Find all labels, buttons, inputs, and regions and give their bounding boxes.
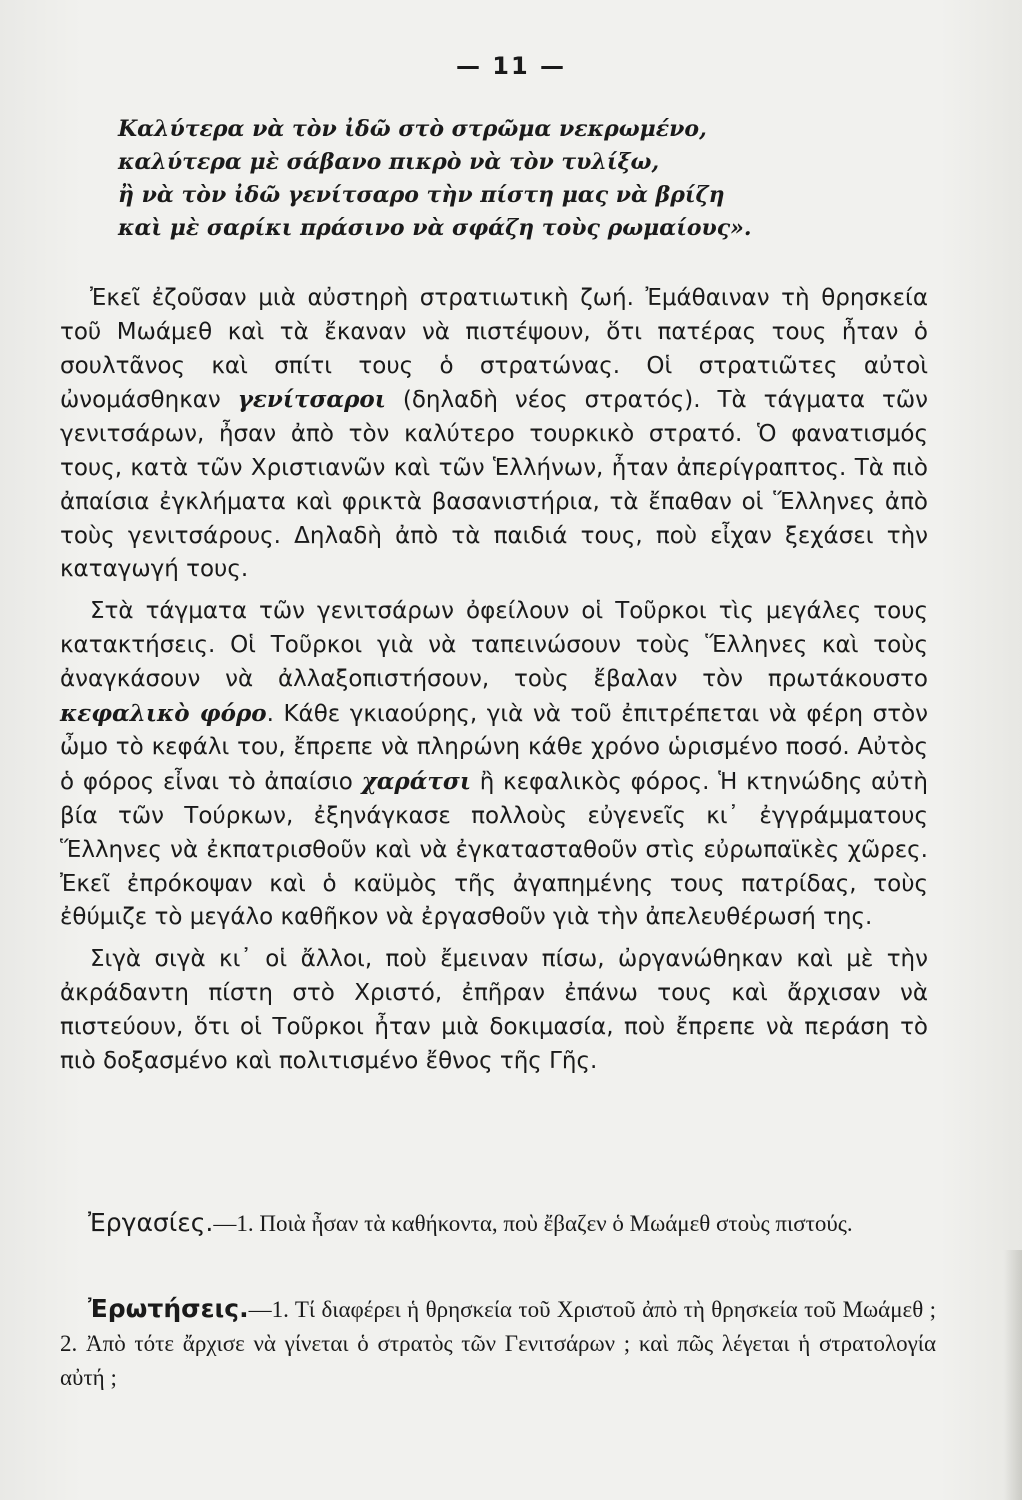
questions-heading: Ἐρωτήσεις.: [88, 1294, 249, 1323]
exercises-text: —1. Ποιὰ ἦσαν τὰ καθήκοντα, ποὺ ἔβαζεν ὁ Μωάμεθ στοὺς πιστούς.: [213, 1211, 853, 1236]
page-edge-shadow: [1004, 1250, 1022, 1500]
exercises-heading: Ἐργασίες.: [88, 1208, 214, 1237]
paragraph-janissary-life: [60, 282, 928, 587]
body-text: [60, 282, 928, 1086]
page-number: — 11 —: [455, 52, 567, 80]
poem-quote: [118, 113, 938, 245]
poem-line: καλύτερα μὲ σάβανο πικρὸ νὰ τὸν τυλίξω,: [118, 149, 660, 175]
poem-line: Καλύτερα νὰ τὸν ἰδῶ στὸ στρῶμα νεκρωμένο,: [118, 116, 707, 142]
paragraph-text: Ἐκεῖ ἐζοῦσαν μιὰ αὐστηρὴ στρατιωτικὴ ζωή. Ἐμάθαιναν τὴ θρησκεία τοῦ Μωάμεθ καὶ τὰ ἔκαναν νὰ πιστέψουν, ὅτι πατέρας τους ἦταν ὁ σουλτᾶνος καὶ σπίτι τους ὁ στρατώνας. Οἱ στρατιῶτες αὐτοὶ ὠνομάσθηκαν: [60, 285, 928, 414]
paragraph-text: Στὰ τάγματα τῶν γενιτσάρων ὀφείλουν οἱ Τοῦρκοι τὶς μεγάλες τους κατακτήσεις. Οἱ Τοῦρκοι γιὰ νὰ ταπεινώσουν τοὺς Ἕλληνες καὶ τοὺς ἀναγκάσουν νὰ ἀλλαξοπιστήσουν, τοὺς ἔβαλαν τὸν πρωτάκουστο: [60, 598, 928, 692]
questions-section: [60, 1292, 936, 1395]
paragraph-text: (δηλαδὴ νέος στρατός). Τὰ τάγματα τῶν γενιτσάρων, ἦσαν ἀπὸ τὸν καλύτερο τουρκικὸ στρατό. Ὁ φανατισμός τους, κατὰ τῶν Χριστιανῶν καὶ τῶν Ἑλλήνων, ἦταν ἀπερίγραπτος. Τὰ πιὸ ἀπαίσια ἐγκλήματα καὶ φρικτὰ βασανιστήρια, τὰ ἔπαθαν οἱ Ἕλληνες ἀπὸ τοὺς γενιτσάρους. Δηλαδὴ ἀπὸ τὰ παιδιά τους, ποὺ εἶχαν ξεχάσει τὴν καταγωγή τους.: [60, 387, 928, 583]
paragraph-faith: Σιγὰ σιγὰ κι᾽ οἱ ἄλλοι, ποὺ ἔμειναν πίσω, ὠργανώθηκαν καὶ μὲ τὴν ἀκράδαντη πίστη στὸ Χριστό, ἐπῆραν ἐπάνω τους καὶ ἄρχισαν νὰ πιστεύουν, ὅτι οἱ Τοῦρκοι ἦταν μιὰ δοκιμασία, ποὺ ἔπρεπε νὰ περάση τὸ πιὸ δοξασμένο καὶ πολιτισμένο ἔθνος τῆς Γῆς.: [60, 946, 928, 1074]
emphasis-term: γενίτσαροι: [237, 386, 386, 414]
paragraph-text: . Κάθε γκιαούρης, γιὰ νὰ τοῦ ἐπιτρέπεται νὰ φέρη στὸν ὦμο τὸ κεφάλι του, ἔπρεπε νὰ πληρώνη κάθε χρόνο ὡρισμένο ποσό. Αὐτὸς ὁ φόρος εἶναι τὸ ἀπαίσιο: [60, 700, 928, 796]
exercises-section: [60, 1206, 936, 1241]
questions-text: —1. Τί διαφέρει ἡ θρησκεία τοῦ Χριστοῦ ἀπὸ τὴ θρησκεία τοῦ Μωάμεθ ; 2. Ἀπὸ τότε ἄρχισε νὰ γίνεται ὁ στρατὸς τῶν Γενιτσάρων ; καὶ πῶς λέγεται ἡ στρατολογία αὐτή ;: [60, 1297, 936, 1390]
paragraph-text: ἢ κεφαλικὸς φόρος. Ἡ κτηνώδης αὐτὴ βία τῶν Τούρκων, ἐξηνάγκασε πολλοὺς εὐγενεῖς κι᾽ ἐγγράμματους Ἕλληνες νὰ ἐκπατρισθοῦν καὶ νὰ ἐγκατασταθοῦν στὶς εὐρωπαϊκὲς χῶρες. Ἐκεῖ ἐπρόκοψαν καὶ ὁ καϋμὸς τῆς ἀγαπημένης τους πατρίδας, τοὺς ἐθύμιζε τὸ μεγάλο καθῆκον νὰ ἐργασθοῦν γιὰ τὴν ἀπελευθέρωσή της.: [60, 769, 928, 931]
emphasis-term: κεφαλικὸ φόρο: [60, 699, 267, 727]
paragraph-head-tax: [60, 595, 928, 935]
poem-line: ἢ νὰ τὸν ἰδῶ γενίτσαρο τὴν πίστη μας νὰ βρίζη: [118, 182, 725, 208]
emphasis-term: χαράτσι: [361, 768, 471, 796]
poem-line: καὶ μὲ σαρίκι πράσινο νὰ σφάζη τοὺς ρωμαίους».: [118, 215, 752, 241]
